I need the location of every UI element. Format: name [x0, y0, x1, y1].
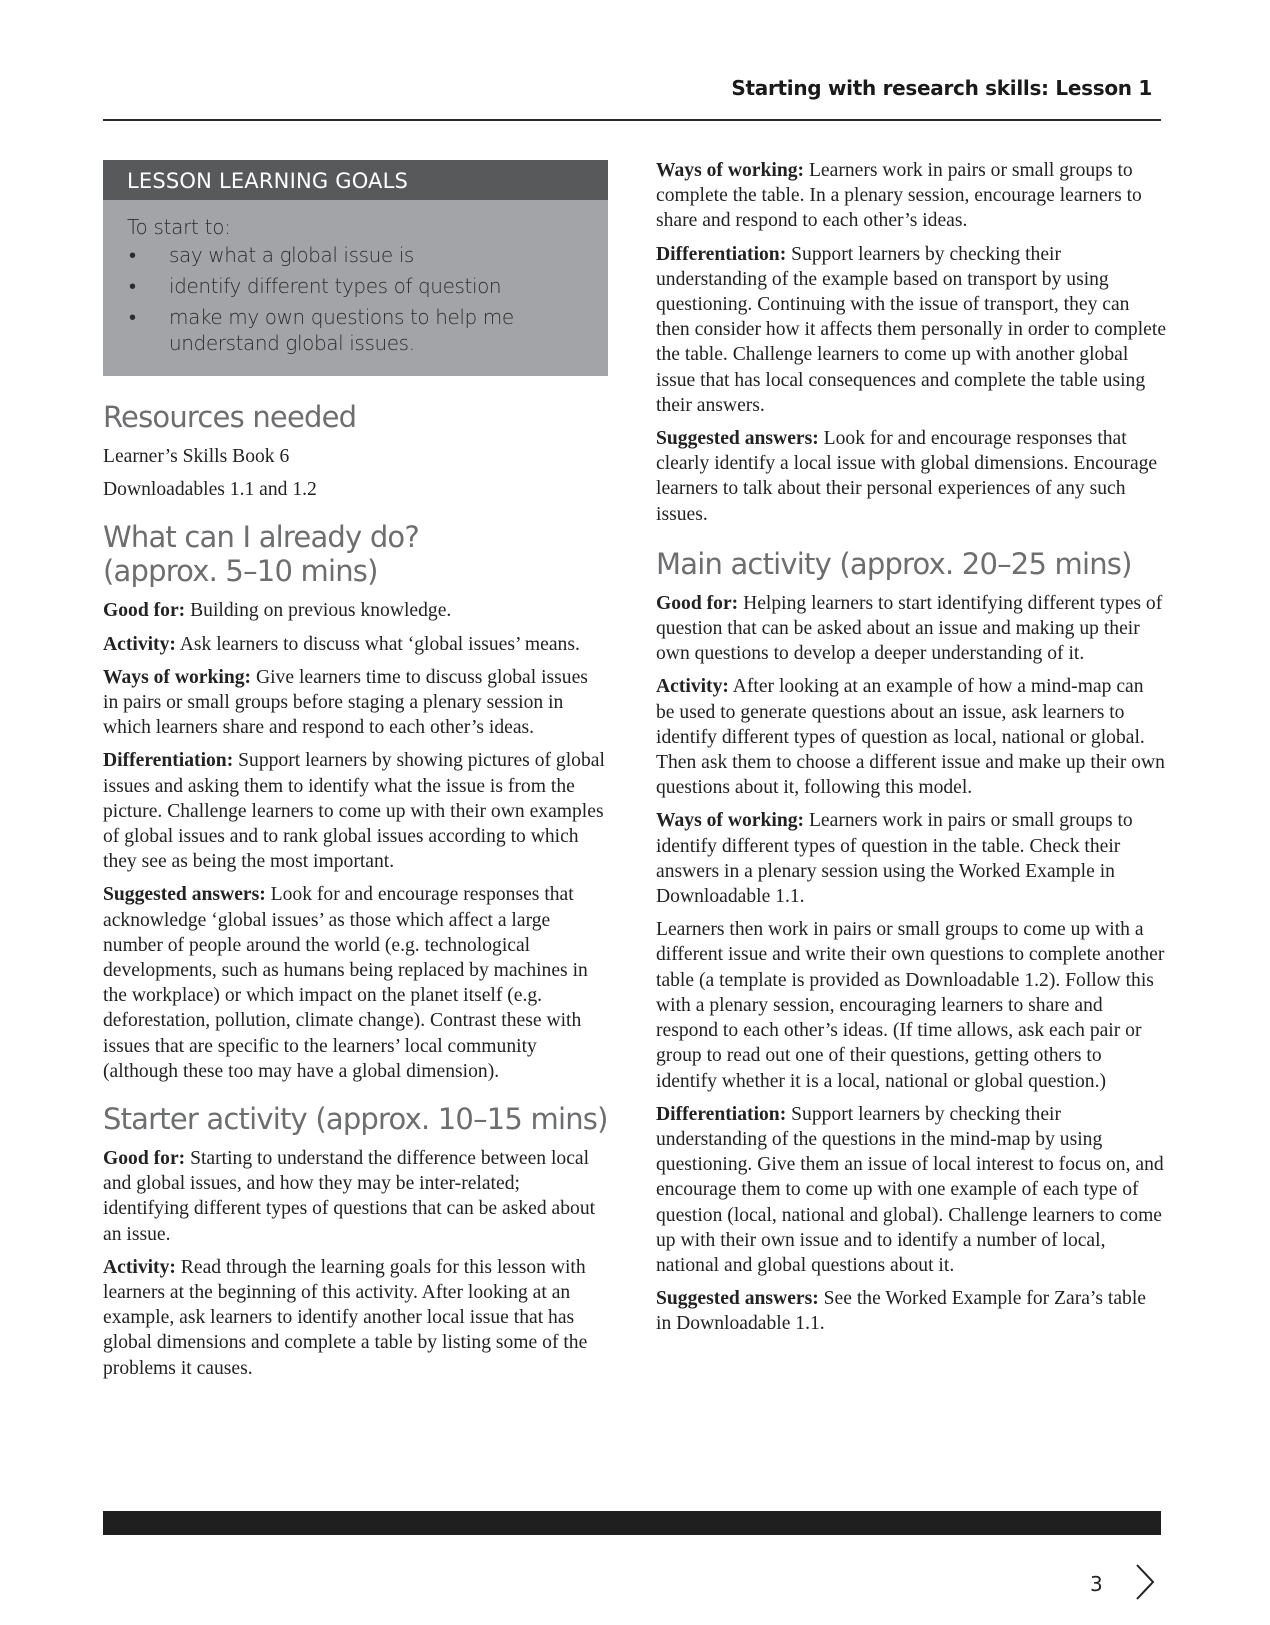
- paragraph: Learners then work in pairs or small groups to come up with a different issue and write their own questions to complete another table (a template is provided as Downloadable 1.2). Follow this with a plenary session, encouraging learners to share and respond to each other’s ideas. (If time allows, ask each pair or group to read out one of their questions, getting others to identify whether it is a local, national or global question.): [656, 919, 1165, 1092]
- paragraph: Suggested answers: Look for and encourage responses that clearly identify a local issue with global dimensions. Encourage learners to talk about their personal experiences of any such issues.: [656, 428, 1158, 525]
- resource-item: Downloadables 1.1 and 1.2: [103, 479, 317, 501]
- learning-goals-intro: To start to:: [127, 215, 231, 239]
- bullet-icon: •: [129, 243, 136, 267]
- resource-item: Learner’s Skills Book 6: [103, 446, 290, 467]
- paragraph: Differentiation: Support learners by checking their understanding of the questions in the mind-map by using questioning. Give them an issue of local interest to focus on, and encourage them to come up with one example of each type of question (local, national and global). Challenge learners to come up with their own issue and to identify a number of local, national and global questions about it.: [656, 1103, 1164, 1276]
- page-number: 3: [1090, 1572, 1103, 1596]
- paragraph: Ways of working: Give learners time to discuss global issues in pairs or small groups before staging a plenary session in which learners share and respond to each other’s ideas.: [103, 666, 588, 739]
- right-column: [656, 158, 1166, 1345]
- starter-heading: Starter activity (approx. 10–15 mins): [103, 1102, 608, 1137]
- learning-goals-title: LESSON LEARNING GOALS: [103, 160, 608, 200]
- paragraph: Suggested answers: Look for and encourage responses that acknowledge ‘global issues’ as those which affect a large number of people around the world (e.g. technological developments, such as humans being replaced by machines in the workplace) or which impact on the planet itself (e.g. deforestation, pollution, climate change). Contrast these with issues that are specific to the learners’ local community (although these too may have a global dimension).: [103, 884, 588, 1082]
- learning-goals-box: [103, 160, 608, 376]
- bullet-icon: •: [129, 305, 136, 329]
- paragraph: Good for: Building on previous knowledge.: [103, 600, 452, 622]
- left-column: [103, 160, 608, 1389]
- running-title: Starting with research skills: Lesson 1: [731, 76, 1152, 100]
- learning-goal-item: • make my own questions to help me understand global issues.: [129, 305, 514, 355]
- paragraph: Good for: Starting to understand the difference between local and global issues, and how they may be inter-related; identifying different types of questions that can be asked about an issue.: [103, 1148, 596, 1245]
- paragraph: Activity: Ask learners to discuss what ‘global issues’ means.: [103, 633, 580, 655]
- paragraph: Good for: Helping learners to start identifying different types of question that can be asked about an issue and making up their own questions to develop a deeper understanding of it.: [656, 592, 1163, 665]
- chevron-right-icon[interactable]: [1134, 1562, 1156, 1602]
- paragraph: Differentiation: Support learners by checking their understanding of the example based on transport by using questioning. Continuing with the issue of transport, they can then consider how it affects them personally in order to complete the table. Challenge learners to come up with another global issue that has local consequences and complete the table using their answers.: [656, 243, 1167, 416]
- resources-heading: Resources needed: [103, 400, 357, 434]
- paragraph: Suggested answers: See the Worked Example for Zara’s table in Downloadable 1.1.: [656, 1288, 1146, 1335]
- bullet-icon: •: [129, 274, 136, 298]
- header-rule: [103, 119, 1161, 121]
- paragraph: Activity: After looking at an example of how a mind-map can be used to generate questions about an issue, ask learners to identify different types of question as local, national or global. Then ask them to choose a different issue and make up their own questions about it, following this model.: [656, 676, 1165, 799]
- learning-goals-list: [127, 242, 584, 356]
- paragraph: Activity: Read through the learning goals for this lesson with learners at the beginning of this activity. After looking at an example, ask learners to identify another local issue that has global dimensions and complete a table by listing some of the problems it causes.: [103, 1256, 588, 1379]
- main-activity-heading: Main activity (approx. 20–25 mins): [656, 546, 1132, 581]
- paragraph: Ways of working: Learners work in pairs or small groups to complete the table. In a plenary session, encourage learners to share and respond to each other’s ideas.: [656, 160, 1142, 232]
- learning-goal-item: • say what a global issue is: [129, 243, 414, 267]
- footer-bar: [103, 1511, 1161, 1535]
- paragraph: Differentiation: Support learners by showing pictures of global issues and asking them to identify what the issue is from the picture. Challenge learners to come up with their own examples of global issues and to rank global issues according to which they see as being the most important.: [103, 750, 605, 873]
- paragraph: Ways of working: Learners work in pairs or small groups to identify different types of question in the table. Check their answers in a plenary session using the Worked Example in Downloadable 1.1.: [656, 810, 1133, 908]
- already-do-heading: What can I already do? (approx. 5–10 mins): [103, 520, 419, 589]
- learning-goal-item: • identify different types of question: [129, 274, 502, 298]
